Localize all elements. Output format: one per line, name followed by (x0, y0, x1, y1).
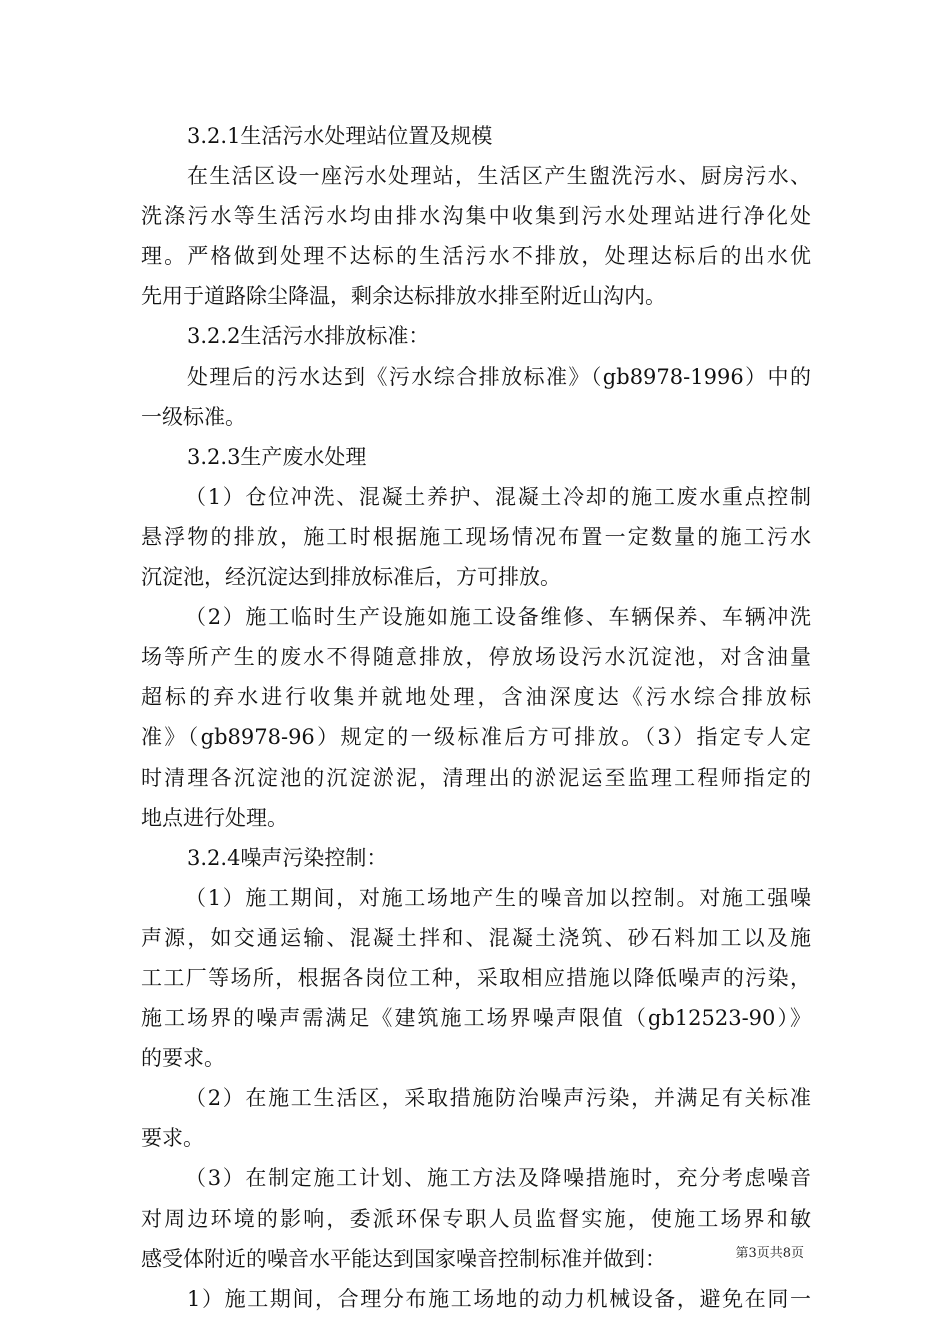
text-line: 场等所产生的废水不得随意排放，停放场设污水沉淀池，对含油量 (141, 645, 811, 670)
text-line: 处理后的污水达到《污水综合排放标准》（gb8978-1996）中的 (187, 364, 811, 389)
text-line: （2）在施工生活区，采取措施防治噪声污染，并满足有关标准 (185, 1086, 811, 1111)
page-footer (0, 1244, 950, 1264)
text-line: 一级标准。 (141, 404, 246, 429)
text-line: （2）施工临时生产设施如施工设备维修、车辆保养、车辆冲洗 (185, 605, 811, 630)
text-line: 声源，如交通运输、混凝土拌和、混凝土浇筑、砂石料加工以及施 (141, 925, 811, 950)
text-line: （3）在制定施工计划、施工方法及降噪措施时，充分考虑噪音 (185, 1166, 811, 1191)
section-heading-3-2-1: 3.2.1生活污水处理站位置及规模 (187, 124, 493, 148)
text-line: 感受体附近的噪音水平能达到国家噪音控制标准并做到： (141, 1246, 666, 1271)
text-line: 悬浮物的排放，施工时根据施工现场情况布置一定数量的施工污水 (141, 524, 811, 549)
text-line: （1）施工期间，对施工场地产生的噪音加以控制。对施工强噪 (185, 885, 811, 910)
text-line: 施工场界的噪声需满足《建筑施工场界噪声限值（gb12523-90）》 (141, 1006, 811, 1031)
text-line: 工工厂等场所，根据各岗位工种，采取相应措施以降低噪声的污染， (141, 965, 811, 990)
document-body (141, 116, 811, 1319)
text-line: 1）施工期间，合理分布施工场地的动力机械设备，避免在同一 (187, 1286, 811, 1311)
section-heading-3-2-2: 3.2.2生活污水排放标准： (187, 324, 430, 349)
text-line: 超标的弃水进行收集并就地处理，含油深度达《污水综合排放标 (141, 685, 811, 710)
text-line: （1）仓位冲洗、混凝土养护、混凝土冷却的施工废水重点控制 (185, 484, 811, 509)
text-line: 准》（gb8978-96）规定的一级标准后方可排放。（3）指定专人定 (141, 725, 811, 750)
section-heading-3-2-4: 3.2.4噪声污染控制： (187, 845, 388, 870)
page-number: 第3页共8页 (735, 1246, 804, 1261)
section-heading-3-2-3: 3.2.3生产废水处理 (187, 444, 367, 469)
text-line: 对周边环境的影响，委派环保专职人员监督实施，使施工场界和敏 (141, 1206, 811, 1231)
text-line: 洗涤污水等生活污水均由排水沟集中收集到污水处理站进行净化处 (141, 204, 811, 229)
text-line: 要求。 (141, 1126, 204, 1151)
text-line: 的要求。 (141, 1046, 225, 1071)
text-line: 地点进行处理。 (141, 805, 288, 830)
text-line: 时清理各沉淀池的沉淀淤泥，清理出的淤泥运至监理工程师指定的 (141, 765, 811, 790)
text-line: 先用于道路除尘降温，剩余达标排放水排至附近山沟内。 (141, 284, 666, 309)
text-line: 理。严格做到处理不达标的生活污水不排放，处理达标后的出水优 (141, 244, 811, 269)
text-line: 沉淀池，经沉淀达到排放标准后，方可排放。 (141, 565, 561, 590)
text-line: 在生活区设一座污水处理站，生活区产生盥洗污水、厨房污水、 (187, 164, 811, 189)
